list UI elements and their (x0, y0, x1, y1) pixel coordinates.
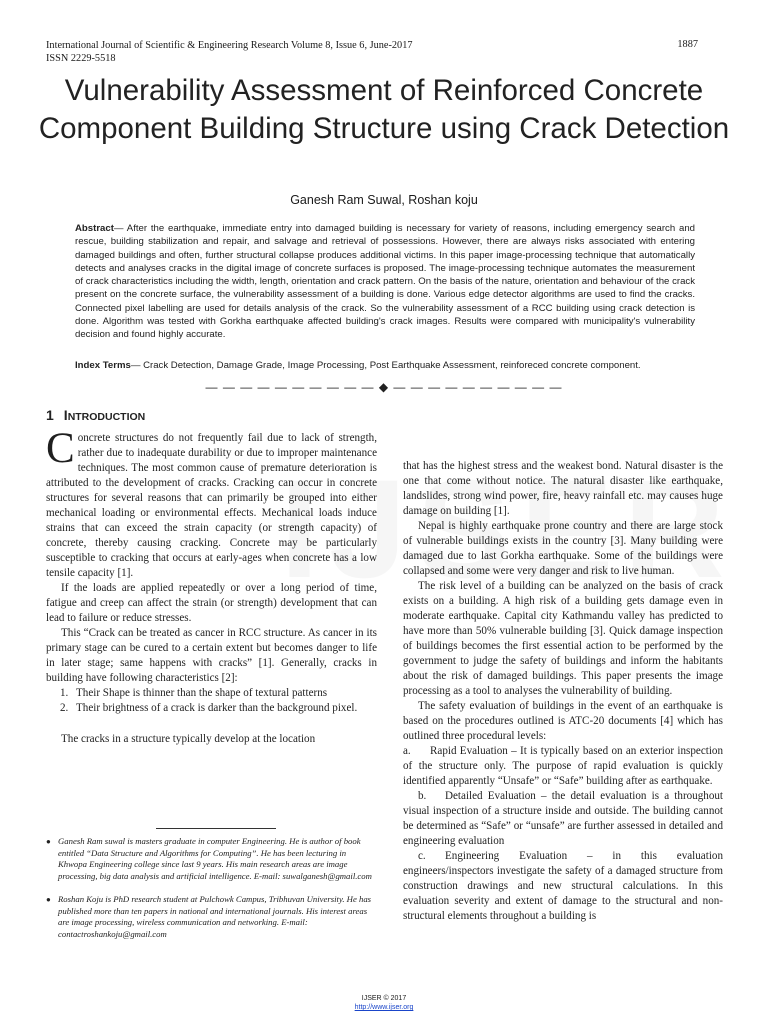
section-title-rest: NTRODUCTION (67, 411, 146, 423)
copyright: IJSER © 2017 (361, 995, 407, 1002)
footnote-rule (156, 828, 276, 829)
paragraph: The risk level of a building can be analyzed on the basis of crack exists on a building. A high risk of a building gets damage even in moderate earthquake. Capital city Kathmandu valley has predicted to have more than 50% vulnerable building [3]. Quick damage inspection of buildings becomes the first essential action to be performed by the government to judge the safety of buildings and inform the habitants about the risk of damaged buildings. This paper presents the image processing as a tool to analyses the vulnerability of building. (403, 580, 723, 697)
left-column (46, 425, 377, 747)
footnote-text: Roshan Koju is PhD research student at Pulchowk Campus, Tribhuvan University. He has published more than ten papers in national and international journals. His interest areas are image processing, wireless communication and networking. E-mail: contactroshankoju@gmail.com (58, 894, 372, 939)
list-text: Rapid Evaluation – It is typically based on an exterior inspection of the structure only. The purpose of rapid evaluation is quickly identified apparently “Unsafe” or “Safe” building after as earthquake. (403, 745, 723, 787)
paragraph: This “Crack can be treated as cancer in RCC structure. As cancer in its primary stage can be cured to a certain extent but becomes danger to life in later stage; same happens with cracks” [1]. Generally, cracks in building have following characteristics [2]: (46, 627, 377, 684)
bullet-icon: ● (46, 895, 51, 904)
list-letter: a. (403, 745, 411, 757)
journal-url-link[interactable]: http://www.ijser.org (354, 1004, 414, 1011)
abstract-text: — After the earthquake, immediate entry into damaged building is necessary for variety of reasons, including emergency search and rescue, building stabilization and repair, and salvage and retrieval of possessions. However, there are always risks associated with entering damaged buildings and often, further structural collapse produces additional victims. In this paper image-processing technique that automatically detects and analyses cracks in the digital image of concrete surfaces is proposed. The image-processing technique automates the measurement of crack characteristics including the width, length, orientation and crack pattern. On the basis of the nature, orientation and behaviour of the crack present on the concrete surface, the vulnerability assessment of a building is done. Various edge detector algorithms are used to find the cracks. Connected pixel labelling are used for details analysis of the crack. So the vulnerability assessment of a RCC building using crack detection is done. Algorithm was tested with Gorkha earthquake affected building's crack images. Results were compared with municipality's vulnerability decision and found highly accurate. (75, 223, 695, 341)
index-terms (75, 359, 695, 372)
bullet-icon: ● (46, 837, 51, 846)
journal-header (46, 39, 413, 65)
journal-name: International Journal of Scientific & Engineering Research Volume 8, Issue 6, June-2017 (46, 40, 413, 51)
page-footer (0, 994, 768, 1012)
list-item (403, 744, 723, 789)
separator: — — — — — — — — — — ◆ — — — — — — — — — — (205, 380, 563, 394)
index-terms-label: Index Terms (75, 360, 131, 371)
paragraph: that has the highest stress and the weakest bond. Natural disaster is the one that come without notice. The natural disaster like earthquake, landslides, strong wind power, fire, heavy rainfall etc. may causes huge damage on building [1]. (403, 460, 723, 517)
list-item (46, 701, 377, 716)
paragraph: If the loads are applied repeatedly or over a long period of time, fatigue and creep can affect the strain (or strength) development that can lead to failure or reduce stresses. (46, 582, 377, 624)
paragraph: Nepal is highly earthquake prone country and there are large stock of vulnerable buildings exists in the country [3]. Many building were damaged due to last Gorkha earthquake. Some of the buildings were collapsed and some were very danger and risk to live human. (403, 520, 723, 577)
page-number: 1887 (677, 39, 698, 50)
paper-title: Vulnerability Assessment of Reinforced Concrete Component Building Structure using Crack Detection (38, 74, 730, 145)
footnote (46, 836, 376, 882)
footnote (46, 894, 376, 940)
footnote-text: Ganesh Ram suwal is masters graduate in computer Engineering. He is author of book entitled “Data Structure and Algorithms for Computing”. He has been lecturing in Khwopa Engineering college since last 9 years. His main research areas are image processing, big data analysis and artificial intelligence. E-mail: suwalganesh@gmail.com (58, 836, 372, 881)
list-item (403, 849, 723, 924)
drop-cap: C (46, 425, 75, 472)
list-number: 1. (60, 687, 69, 699)
section-heading (46, 407, 145, 423)
list-item (403, 789, 723, 849)
section-number: 1 (46, 407, 54, 423)
list-text: Their Shape is thinner than the shape of textural patterns (76, 687, 328, 699)
right-column (403, 459, 723, 924)
abstract (75, 222, 695, 342)
list-item (46, 686, 377, 701)
list-letter: b. (418, 790, 427, 802)
authors: Ganesh Ram Suwal, Roshan koju (290, 193, 478, 207)
section-title-initial: I (63, 407, 68, 423)
issn: ISSN 2229-5518 (46, 53, 116, 64)
list-text: Detailed Evaluation – the detail evaluation is a throughout visual inspection of a structure inside and outside. The building cannot be determined as “Safe” or “unsafe” are further assessed in detailed and engineering evaluation (403, 790, 723, 847)
paragraph: The cracks in a structure typically develop at the location (61, 733, 316, 745)
paragraph: The safety evaluation of buildings in the event of an earthquake is based on the procedures outlined is ATC-20 documents [4] which has outlined three procedural levels: (403, 700, 723, 742)
paragraph-text: oncrete structures do not frequently fail due to lack of strength, rather due to inadequate durability or due to improper maintenance techniques. The most common cause of premature deterioration is attributed to the development of cracks. Cracking can occur in concrete structures for several reasons that can primarily be grouped into either mechanical loading or environmental effects. Mechanical loads induce strains that can exceed the strain capacity (or strength capacity) of concrete, thereby causing cracking. Concrete may be particularly susceptible to cracking that occurs at early-ages when concrete has a low tensile capacity [1]. (46, 432, 377, 579)
abstract-label: Abstract (75, 223, 114, 234)
list-letter: c. (418, 850, 426, 862)
list-text: Their brightness of a crack is darker than the background pixel. (76, 702, 358, 714)
list-text: Engineering Evaluation – in this evaluation engineers/inspectors investigate the safety of a damaged structure from construction drawings and new structural calculations. In this evaluation severity and extent of damage to the structural and non-structural elements throughout a building is (403, 850, 723, 922)
list-number: 2. (60, 702, 69, 714)
index-terms-text: — Crack Detection, Damage Grade, Image Processing, Post Earthquake Assessment, reinforeced concrete component. (130, 360, 641, 371)
paragraph (46, 425, 377, 581)
